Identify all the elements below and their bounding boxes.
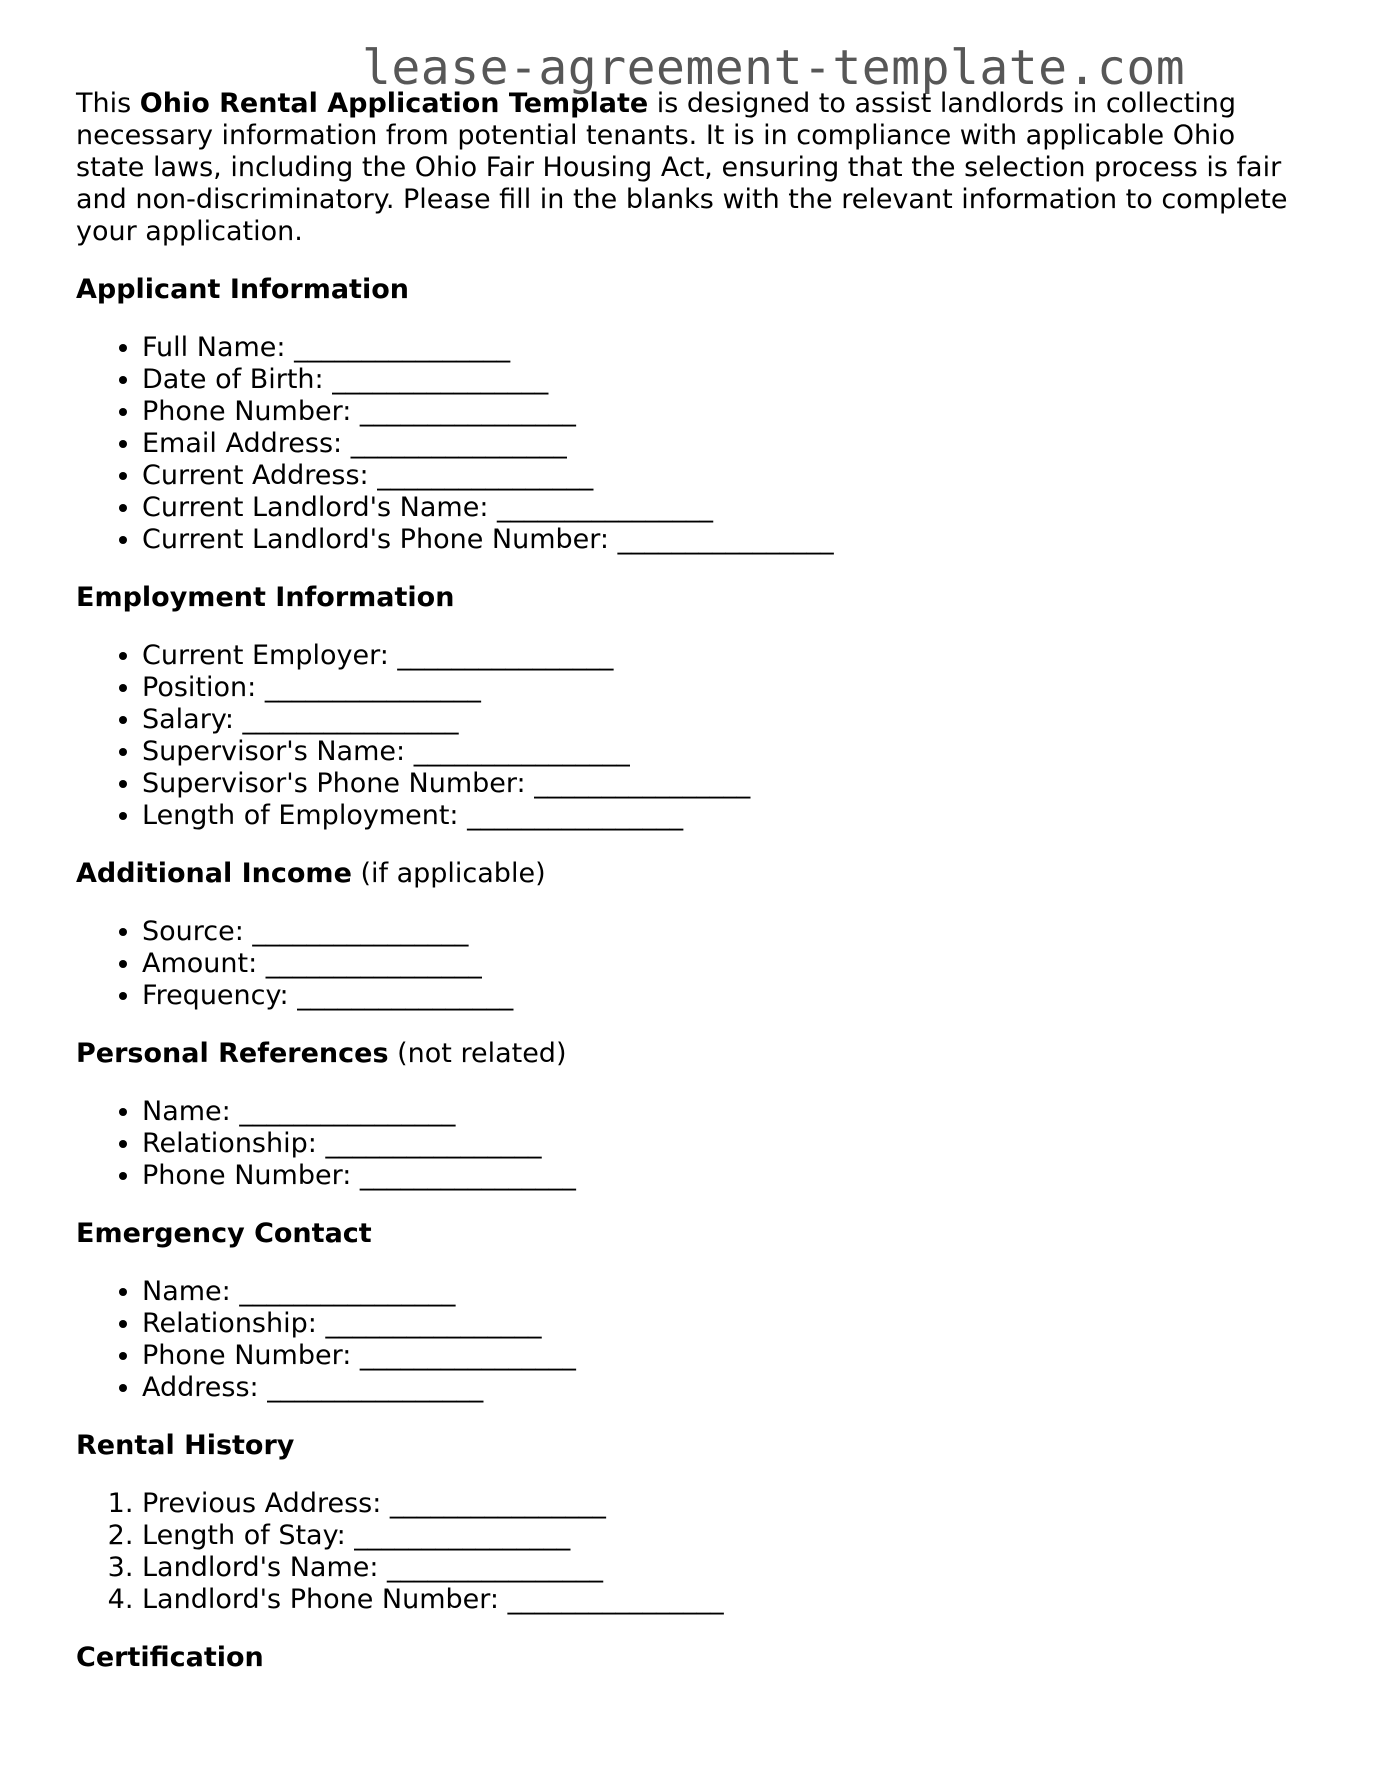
field-label: Name: bbox=[142, 1096, 240, 1127]
section-heading-applicant: Applicant Information bbox=[76, 274, 409, 305]
field-label: Phone Number: bbox=[142, 396, 360, 427]
field-label: Phone Number: bbox=[142, 1340, 360, 1371]
field-label: Current Landlord's Name: bbox=[142, 492, 498, 523]
fill-in-blank[interactable]: ________________ bbox=[265, 948, 482, 979]
field-label: Amount: bbox=[142, 948, 266, 979]
fill-in-blank[interactable]: ________________ bbox=[387, 1552, 604, 1583]
field-label: Frequency: bbox=[142, 980, 298, 1011]
section-heading-rental-history: Rental History bbox=[76, 1430, 295, 1461]
list-item bbox=[142, 1276, 1306, 1308]
field-label: Supervisor's Phone Number: bbox=[142, 768, 535, 799]
section-heading-emergency: Emergency Contact bbox=[76, 1218, 372, 1249]
section-heading-certification: Certification bbox=[76, 1642, 264, 1673]
list-item bbox=[142, 1308, 1306, 1340]
fill-in-blank[interactable]: ________________ bbox=[359, 396, 576, 427]
additional-income-note: (if applicable) bbox=[351, 858, 546, 889]
list-item bbox=[142, 460, 1306, 492]
list-item bbox=[142, 524, 1306, 556]
fill-in-blank[interactable]: ________________ bbox=[252, 916, 469, 947]
section-heading-additional-income bbox=[76, 858, 1306, 890]
field-label: Phone Number: bbox=[142, 1160, 360, 1191]
list-item bbox=[142, 672, 1306, 704]
list-item bbox=[142, 948, 1306, 980]
list-item bbox=[142, 736, 1306, 768]
section-heading-references bbox=[76, 1038, 1306, 1070]
list-item bbox=[142, 704, 1306, 736]
employment-list bbox=[76, 640, 1306, 832]
field-label: Date of Birth: bbox=[142, 364, 333, 395]
list-item bbox=[142, 800, 1306, 832]
field-label: Salary: bbox=[142, 704, 243, 735]
references-title: Personal References bbox=[76, 1038, 389, 1069]
list-item bbox=[142, 916, 1306, 948]
list-item bbox=[142, 1160, 1306, 1192]
field-label: Full Name: bbox=[142, 332, 295, 363]
references-note: (not related) bbox=[388, 1038, 567, 1069]
list-item bbox=[142, 364, 1306, 396]
fill-in-blank[interactable]: ________________ bbox=[332, 364, 549, 395]
list-item bbox=[142, 980, 1306, 1012]
list-item bbox=[142, 396, 1306, 428]
intro-text: is designed to assist landlords in collecting necessary information from potential tenants. It is in compliance with applicable Ohio state laws, including the Ohio Fair Housing Act, ensuring that the selection process is fair and non-discriminatory. Please fill in the blanks with the relevant information to complete your application. bbox=[76, 88, 1288, 247]
fill-in-blank[interactable]: ________________ bbox=[617, 524, 834, 555]
fill-in-blank[interactable]: ________________ bbox=[294, 332, 511, 363]
fill-in-blank[interactable]: ________________ bbox=[350, 428, 567, 459]
list-item bbox=[142, 1488, 1306, 1520]
field-label: Email Address: bbox=[142, 428, 351, 459]
field-label: Landlord's Phone Number: bbox=[142, 1584, 508, 1615]
intro-title: Ohio Rental Application Template bbox=[139, 88, 649, 119]
list-item bbox=[142, 332, 1306, 364]
applicant-list bbox=[76, 332, 1306, 556]
fill-in-blank[interactable]: ________________ bbox=[325, 1128, 542, 1159]
list-item bbox=[142, 1520, 1306, 1552]
intro-paragraph bbox=[76, 88, 1306, 248]
field-label: Current Employer: bbox=[142, 640, 398, 671]
additional-income-list bbox=[76, 916, 1306, 1012]
list-item bbox=[142, 768, 1306, 800]
fill-in-blank[interactable]: ________________ bbox=[467, 800, 684, 831]
field-label: Current Landlord's Phone Number: bbox=[142, 524, 618, 555]
field-label: Name: bbox=[142, 1276, 240, 1307]
additional-income-title: Additional Income bbox=[76, 858, 352, 889]
rental-history-list bbox=[76, 1488, 1306, 1616]
section-heading-employment: Employment Information bbox=[76, 582, 455, 613]
intro-prefix: This bbox=[76, 88, 140, 119]
fill-in-blank[interactable]: ________________ bbox=[239, 1096, 456, 1127]
list-item bbox=[142, 428, 1306, 460]
fill-in-blank[interactable]: ________________ bbox=[534, 768, 751, 799]
field-label: Address: bbox=[142, 1372, 268, 1403]
fill-in-blank[interactable]: ________________ bbox=[242, 704, 459, 735]
fill-in-blank[interactable]: ________________ bbox=[325, 1308, 542, 1339]
field-label: Position: bbox=[142, 672, 265, 703]
list-item bbox=[142, 1552, 1306, 1584]
fill-in-blank[interactable]: ________________ bbox=[377, 460, 594, 491]
field-label: Relationship: bbox=[142, 1128, 326, 1159]
watermark: lease-agreement-template.com bbox=[362, 40, 1186, 96]
list-item bbox=[142, 1340, 1306, 1372]
list-item bbox=[142, 1096, 1306, 1128]
list-item bbox=[142, 640, 1306, 672]
document-body bbox=[76, 88, 1306, 1700]
list-item bbox=[142, 1372, 1306, 1404]
field-label: Length of Employment: bbox=[142, 800, 468, 831]
field-label: Current Address: bbox=[142, 460, 378, 491]
fill-in-blank[interactable]: ________________ bbox=[264, 672, 481, 703]
fill-in-blank[interactable]: ________________ bbox=[413, 736, 630, 767]
field-label: Source: bbox=[142, 916, 253, 947]
fill-in-blank[interactable]: ________________ bbox=[397, 640, 614, 671]
list-item bbox=[142, 1584, 1306, 1616]
fill-in-blank[interactable]: ________________ bbox=[354, 1520, 571, 1551]
fill-in-blank[interactable]: ________________ bbox=[267, 1372, 484, 1403]
field-label: Landlord's Name: bbox=[142, 1552, 388, 1583]
field-label: Supervisor's Name: bbox=[142, 736, 414, 767]
field-label: Previous Address: bbox=[142, 1488, 390, 1519]
references-list bbox=[76, 1096, 1306, 1192]
fill-in-blank[interactable]: ________________ bbox=[239, 1276, 456, 1307]
field-label: Relationship: bbox=[142, 1308, 326, 1339]
fill-in-blank[interactable]: ________________ bbox=[359, 1160, 576, 1191]
fill-in-blank[interactable]: ________________ bbox=[497, 492, 714, 523]
fill-in-blank[interactable]: ________________ bbox=[507, 1584, 724, 1615]
fill-in-blank[interactable]: ________________ bbox=[359, 1340, 576, 1371]
list-item bbox=[142, 492, 1306, 524]
fill-in-blank[interactable]: ________________ bbox=[389, 1488, 606, 1519]
fill-in-blank[interactable]: ________________ bbox=[297, 980, 514, 1011]
emergency-list bbox=[76, 1276, 1306, 1404]
field-label: Length of Stay: bbox=[142, 1520, 355, 1551]
list-item bbox=[142, 1128, 1306, 1160]
